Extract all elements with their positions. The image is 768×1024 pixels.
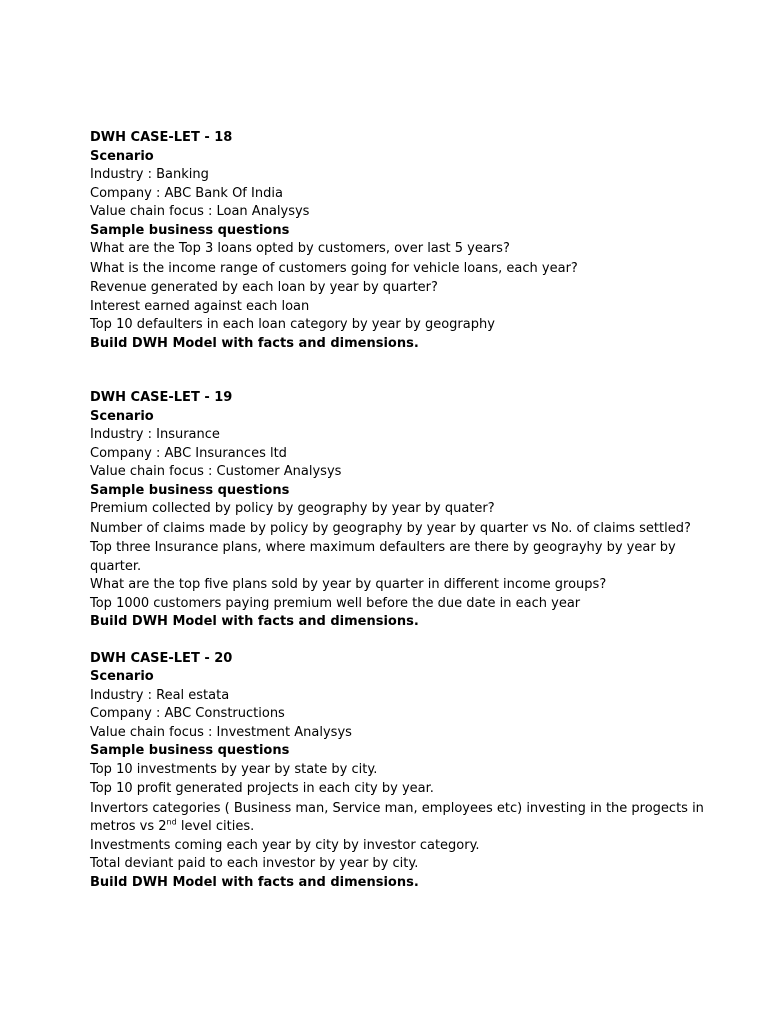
question-item: Premium collected by policy by geography by year by quater? [90,501,495,516]
metros-text: metros vs 2 [90,819,167,834]
question-item: Total deviant paid to each investor by year by city. [90,856,419,871]
question-item: What are the top five plans sold by year by quarter in different income groups? [90,577,607,592]
case-section-19 [90,389,750,632]
industry-line: Industry : Insurance [90,427,220,442]
question-item: Invertors categories ( Business man, Service man, employees etc) investing in the progects in [90,800,704,816]
question-item-continuation: quarter. [90,558,142,574]
build-instruction: Build DWH Model with facts and dimensions. [90,874,419,890]
question-item: Interest earned against each loan [90,298,310,314]
question-item: Top 10 defaulters in each loan category by year by geography [90,317,495,332]
question-item: Top 10 profit generated projects in each city by year. [90,781,434,796]
industry-line: Industry : Banking [90,167,209,182]
question-item: What are the Top 3 loans opted by customers, over last 5 years? [90,241,510,256]
company-line: Company : ABC Bank Of India [90,185,283,201]
company-line: Company : ABC Constructions [90,706,285,721]
case-title: DWH CASE-LET - 20 [90,650,233,666]
value-chain-line: Value chain focus : Loan Analysys [90,204,310,219]
case-title: DWH CASE-LET - 19 [90,390,233,405]
question-item: Number of claims made by policy by geography by year by quarter vs No. of claims settled? [90,520,691,536]
questions-heading: Sample business questions [90,222,290,238]
questions-heading: Sample business questions [90,743,290,758]
question-item: What is the income range of customers going for vehicle loans, each year? [90,260,578,276]
document-page [90,129,750,892]
case-title: DWH CASE-LET - 18 [90,130,233,145]
build-instruction: Build DWH Model with facts and dimensions. [90,614,419,629]
question-item: Revenue generated by each loan by year by quarter? [90,280,438,295]
case-section-18 [90,129,750,353]
value-chain-line: Value chain focus : Investment Analysys [90,724,352,740]
value-chain-line: Value chain focus : Customer Analysys [90,464,342,479]
build-instruction: Build DWH Model with facts and dimensions. [90,335,419,351]
company-line: Company : ABC Insurances ltd [90,445,287,461]
question-item: Top 1000 customers paying premium well before the due date in each year [90,595,581,611]
scenario-heading: Scenario [90,669,154,684]
question-item-continuation [90,818,750,837]
questions-heading: Sample business questions [90,482,290,498]
industry-line: Industry : Real estata [90,687,230,703]
case-section-20 [90,650,750,893]
scenario-heading: Scenario [90,148,154,164]
question-item: Top 10 investments by year by state by city. [90,761,378,777]
cities-text: level cities. [176,819,255,834]
question-item: Top three Insurance plans, where maximum defaulters are there by geograyhy by year by [90,540,676,555]
ordinal-superscript: nd [166,817,177,827]
scenario-heading: Scenario [90,408,154,424]
question-item: Investments coming each year by city by investor category. [90,837,480,853]
